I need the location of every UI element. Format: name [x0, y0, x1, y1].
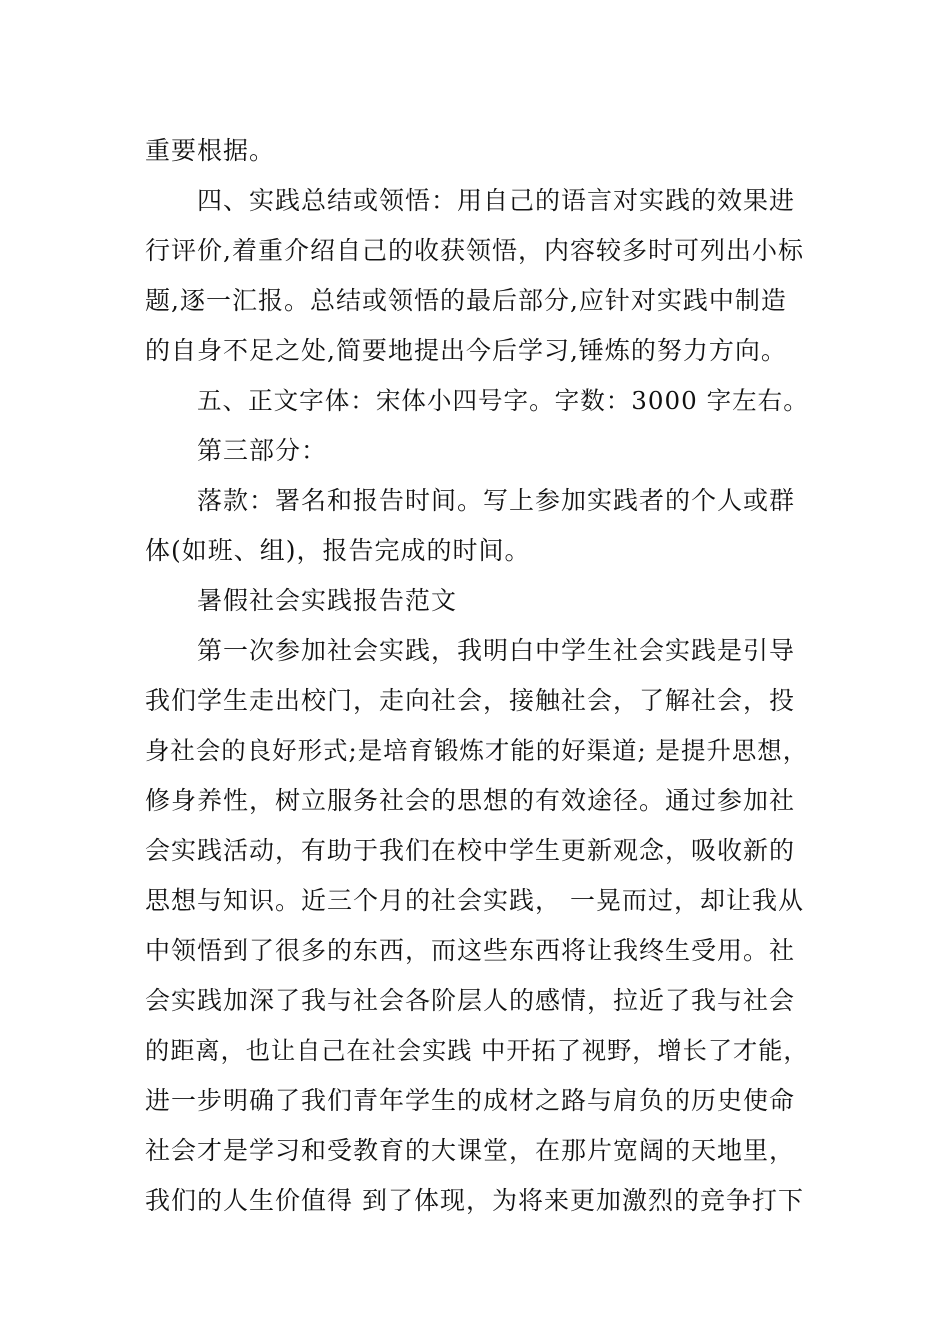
- text-line: 题,逐一汇报。总结或领悟的最后部分,应针对实践中制造: [145, 286, 787, 315]
- text-line: 落款：署名和报告时间。写上参加实践者的个人或群: [197, 486, 796, 515]
- text-line: 五、正文字体：宋体小四号字。字数：3000 字左右。: [197, 386, 809, 415]
- text-line: 暑假社会实践报告范文: [197, 586, 458, 615]
- text-line: 进一步明确了我们青年学生的成材之路与肩负的历史使命: [145, 1086, 796, 1115]
- text-line: 思想与知识。近三个月的社会实践， 一晃而过，却让我从: [145, 886, 804, 915]
- text-line: 中领悟到了很多的东西，而这些东西将让我终生受用。社: [145, 936, 796, 965]
- text-line: 会实践加深了我与社会各阶层人的感情，拉近了我与社会: [145, 986, 796, 1015]
- text-line: 社会才是学习和受教育的大课堂，在那片宽阔的天地里，: [145, 1136, 796, 1165]
- text-line: 我们学生走出校门，走向社会，接触社会，了解社会，投: [145, 686, 796, 715]
- text-line: 第一次参加社会实践，我明白中学生社会实践是引导: [197, 636, 796, 665]
- text-line: 体(如班、组)，报告完成的时间。: [145, 536, 531, 565]
- text-line: 重要根据。: [145, 136, 276, 165]
- text-line: 的自身不足之处,简要地提出今后学习,锤炼的努力方向。: [145, 336, 787, 365]
- text-line: 第三部分：: [197, 436, 328, 465]
- text-line: 四、实践总结或领悟：用自己的语言对实践的效果进: [197, 186, 796, 215]
- text-line: 修身养性，树立服务社会的思想的有效途径。通过参加社: [145, 786, 796, 815]
- text-line: 会实践活动，有助于我们在校中学生更新观念，吸收新的: [145, 836, 796, 865]
- text-line: 的距离，也让自己在社会实践 中开拓了视野，增长了才能，: [145, 1037, 809, 1065]
- text-line: 行评价,着重介绍自己的收获领悟，内容较多时可列出小标: [145, 236, 804, 265]
- document-body: [145, 126, 815, 1226]
- text-line: 身社会的良好形式;是培育锻炼才能的好渠道; 是提升思想，: [145, 736, 809, 765]
- text-line: 我们的人生价值得 到了体现，为将来更加激烈的竞争打下: [145, 1186, 804, 1215]
